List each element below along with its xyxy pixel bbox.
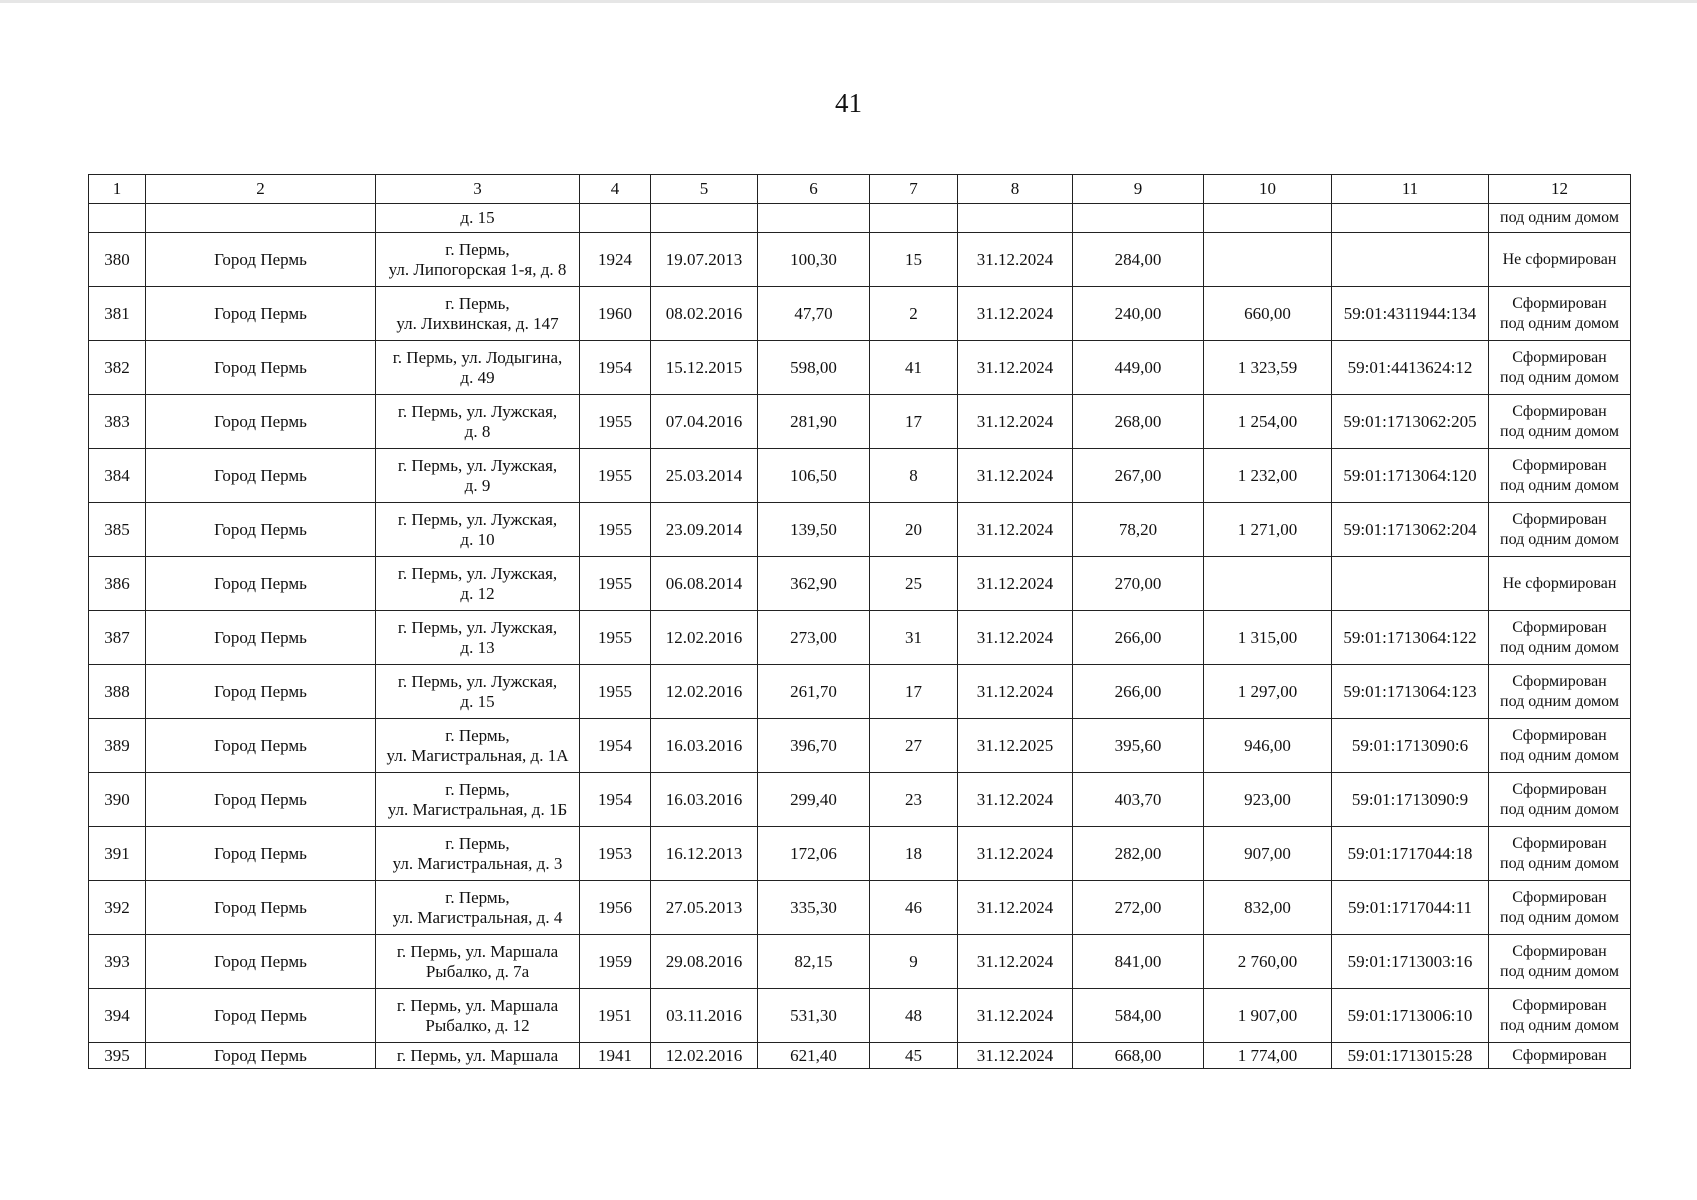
residents-cell: 27 <box>870 719 958 773</box>
cadastral-cell: 59:01:1713064:123 <box>1332 665 1489 719</box>
status-cell-line: под одним домом <box>1500 1016 1619 1034</box>
residents-cell: 17 <box>870 395 958 449</box>
deadline-cell: 31.12.2024 <box>958 341 1073 395</box>
column-number: 10 <box>1204 175 1332 204</box>
year-cell: 1955 <box>580 611 651 665</box>
address-cell-line: Рыбалко, д. 7а <box>425 961 530 981</box>
address-cell <box>376 989 580 1043</box>
table-row <box>89 881 1631 935</box>
table-row <box>89 287 1631 341</box>
year-cell: 1951 <box>580 989 651 1043</box>
year-cell: 1941 <box>580 1043 651 1069</box>
area-cell: 106,50 <box>758 449 870 503</box>
year-cell: 1955 <box>580 557 651 611</box>
column-number: 1 <box>89 175 146 204</box>
address-cell-line: г. Пермь, ул. Лужская, <box>397 563 558 583</box>
status-cell-line: Сформирован <box>1512 294 1607 312</box>
address-cell-line: Рыбалко, д. 12 <box>425 1015 530 1035</box>
status-cell-line: под одним домом <box>1500 530 1619 548</box>
address-cell-line: г. Пермь, <box>445 239 510 259</box>
cadastral-cell: 59:01:1713062:204 <box>1332 503 1489 557</box>
address-cell-line: ул. Магистральная, д. 1Б <box>387 799 568 819</box>
status-cell <box>1489 665 1631 719</box>
table-row <box>89 503 1631 557</box>
status-cell-line: Сформирован <box>1512 888 1607 906</box>
municipality-cell: Город Пермь <box>146 881 376 935</box>
table-row <box>89 557 1631 611</box>
cadastral-cell: 59:01:1713015:28 <box>1332 1043 1489 1069</box>
deadline-cell: 31.12.2024 <box>958 773 1073 827</box>
address-cell <box>376 341 580 395</box>
municipality-cell: Город Пермь <box>146 773 376 827</box>
area2-cell: 266,00 <box>1073 665 1204 719</box>
address-cell-line: ул. Лихвинская, д. 147 <box>396 313 559 333</box>
status-cell <box>1489 773 1631 827</box>
status-cell-line: Сформирован <box>1512 510 1607 528</box>
status-cell <box>1489 719 1631 773</box>
row-number: 389 <box>89 719 146 773</box>
year-cell: 1924 <box>580 233 651 287</box>
address-cell-line: г. Пермь, <box>445 293 510 313</box>
area-cell: 598,00 <box>758 341 870 395</box>
status-cell-line: под одним домом <box>1500 638 1619 656</box>
date-cell: 12.02.2016 <box>651 665 758 719</box>
address-cell <box>376 665 580 719</box>
address-cell <box>376 611 580 665</box>
area-cell: 172,06 <box>758 827 870 881</box>
land-area-cell: 1 907,00 <box>1204 989 1332 1043</box>
area2-cell: 267,00 <box>1073 449 1204 503</box>
address-cell <box>376 719 580 773</box>
area-cell: 531,30 <box>758 989 870 1043</box>
municipality-cell: Город Пермь <box>146 449 376 503</box>
address-cell <box>376 935 580 989</box>
status-cell-line: Сформирован <box>1512 942 1607 960</box>
column-number-row <box>89 175 1631 204</box>
address-cell-line: д. 10 <box>460 529 495 549</box>
address-cell <box>376 287 580 341</box>
area-cell: 362,90 <box>758 557 870 611</box>
municipality-cell: Город Пермь <box>146 719 376 773</box>
table-row <box>89 719 1631 773</box>
municipality-cell: Город Пермь <box>146 989 376 1043</box>
land-area-cell: 907,00 <box>1204 827 1332 881</box>
status-cell <box>1489 503 1631 557</box>
table-row <box>89 773 1631 827</box>
date-cell: 12.02.2016 <box>651 1043 758 1069</box>
deadline-cell: 31.12.2024 <box>958 881 1073 935</box>
row-number: 381 <box>89 287 146 341</box>
date-cell: 03.11.2016 <box>651 989 758 1043</box>
cadastral-cell: 59:01:1717044:18 <box>1332 827 1489 881</box>
cadastral-cell: 59:01:1713062:205 <box>1332 395 1489 449</box>
address-cell-line: г. Пермь, ул. Маршала <box>396 941 559 961</box>
deadline-cell: 31.12.2024 <box>958 233 1073 287</box>
area-cell: 47,70 <box>758 287 870 341</box>
date-cell: 16.12.2013 <box>651 827 758 881</box>
status-cell: Сформирован <box>1489 1043 1631 1069</box>
land-area-cell <box>1204 557 1332 611</box>
municipality-cell: Город Пермь <box>146 287 376 341</box>
deadline-cell: 31.12.2024 <box>958 665 1073 719</box>
area-cell: 396,70 <box>758 719 870 773</box>
area-cell: 100,30 <box>758 233 870 287</box>
table-row <box>89 395 1631 449</box>
land-area-cell: 1 323,59 <box>1204 341 1332 395</box>
address-cell-line: г. Пермь, ул. Лодыгина, <box>392 347 563 367</box>
year-cell: 1953 <box>580 827 651 881</box>
status-cell <box>1489 395 1631 449</box>
column-number: 9 <box>1073 175 1204 204</box>
land-area-cell: 1 315,00 <box>1204 611 1332 665</box>
table-row <box>89 1043 1631 1069</box>
status-cell-line: Сформирован <box>1512 780 1607 798</box>
residents-cell: 8 <box>870 449 958 503</box>
area2-cell: 282,00 <box>1073 827 1204 881</box>
residents-cell: 45 <box>870 1043 958 1069</box>
area-cell: 621,40 <box>758 1043 870 1069</box>
date-cell: 08.02.2016 <box>651 287 758 341</box>
row-number: 386 <box>89 557 146 611</box>
municipality-cell: Город Пермь <box>146 233 376 287</box>
residents-cell: 17 <box>870 665 958 719</box>
address-cell: г. Пермь, ул. Маршала <box>376 1043 580 1069</box>
municipality-cell: Город Пермь <box>146 557 376 611</box>
date-cell: 15.12.2015 <box>651 341 758 395</box>
date-cell: 25.03.2014 <box>651 449 758 503</box>
row-number: 394 <box>89 989 146 1043</box>
land-area-cell: 923,00 <box>1204 773 1332 827</box>
address-cell-line: д. 8 <box>464 421 491 441</box>
residents-cell: 18 <box>870 827 958 881</box>
status-cell <box>1489 935 1631 989</box>
status-cell-line: под одним домом <box>1500 368 1619 386</box>
deadline-cell: 31.12.2024 <box>958 557 1073 611</box>
residents-cell: 25 <box>870 557 958 611</box>
residents-cell: 46 <box>870 881 958 935</box>
deadline-cell: 31.12.2024 <box>958 827 1073 881</box>
table-row <box>89 233 1631 287</box>
year-cell: 1955 <box>580 503 651 557</box>
table-row <box>89 341 1631 395</box>
row-number: 392 <box>89 881 146 935</box>
status-cell-line: Сформирован <box>1512 618 1607 636</box>
area2-cell: 268,00 <box>1073 395 1204 449</box>
date-cell: 29.08.2016 <box>651 935 758 989</box>
column-number: 2 <box>146 175 376 204</box>
municipality-cell: Город Пермь <box>146 503 376 557</box>
address-cell-line: г. Пермь, <box>445 833 510 853</box>
status-cell-line: под одним домом <box>1500 314 1619 332</box>
area2-cell: 266,00 <box>1073 611 1204 665</box>
status-cell-line: под одним домом <box>1500 692 1619 710</box>
address-cell <box>376 503 580 557</box>
address-cell <box>376 827 580 881</box>
address-cell-line: г. Пермь, <box>445 779 510 799</box>
year-cell: 1954 <box>580 719 651 773</box>
cadastral-cell <box>1332 233 1489 287</box>
status-cell <box>1489 989 1631 1043</box>
status-cell-line: под одним домом <box>1500 746 1619 764</box>
status-cell <box>1489 827 1631 881</box>
area-cell: 299,40 <box>758 773 870 827</box>
status-cell <box>1489 341 1631 395</box>
deadline-cell: 31.12.2024 <box>958 935 1073 989</box>
land-area-cell: 946,00 <box>1204 719 1332 773</box>
status-cell-line: Сформирован <box>1512 726 1607 744</box>
status-cell-line: Сформирован <box>1512 996 1607 1014</box>
area2-cell: 584,00 <box>1073 989 1204 1043</box>
cadastral-cell: 59:01:1713006:10 <box>1332 989 1489 1043</box>
residents-cell: 2 <box>870 287 958 341</box>
land-area-cell: 1 232,00 <box>1204 449 1332 503</box>
cadastral-cell <box>1332 557 1489 611</box>
address-cell-line: г. Пермь, ул. Лужская, <box>397 455 558 475</box>
residents-cell: 20 <box>870 503 958 557</box>
municipality-cell: Город Пермь <box>146 935 376 989</box>
area-cell: 273,00 <box>758 611 870 665</box>
status-cell-line: Сформирован <box>1512 834 1607 852</box>
row-number: 391 <box>89 827 146 881</box>
area2-cell: 284,00 <box>1073 233 1204 287</box>
municipality-cell: Город Пермь <box>146 341 376 395</box>
status-cell-line: под одним домом <box>1500 476 1619 494</box>
deadline-cell: 31.12.2024 <box>958 989 1073 1043</box>
address-cell-line: д. 15 <box>460 691 495 711</box>
status-cell-line: Сформирован <box>1512 456 1607 474</box>
cadastral-cell: 59:01:1713090:9 <box>1332 773 1489 827</box>
year-cell: 1954 <box>580 773 651 827</box>
row-number: 390 <box>89 773 146 827</box>
address-cell <box>376 449 580 503</box>
area-cell: 139,50 <box>758 503 870 557</box>
table-row <box>89 665 1631 719</box>
address-cell-line: ул. Липогорская 1-я, д. 8 <box>388 259 567 279</box>
deadline-cell: 31.12.2024 <box>958 503 1073 557</box>
column-number: 8 <box>958 175 1073 204</box>
row-number: 385 <box>89 503 146 557</box>
date-cell: 27.05.2013 <box>651 881 758 935</box>
status-cell <box>1489 557 1631 611</box>
address-cell <box>376 773 580 827</box>
address-cell-line: г. Пермь, ул. Лужская, <box>397 401 558 421</box>
address-cell-line: г. Пермь, ул. Маршала <box>396 995 559 1015</box>
status-cell-line: Сформирован <box>1512 348 1607 366</box>
date-cell: 16.03.2016 <box>651 773 758 827</box>
status-cell-line: под одним домом <box>1500 800 1619 818</box>
row-number: 393 <box>89 935 146 989</box>
year-cell: 1955 <box>580 665 651 719</box>
status-cell <box>1489 287 1631 341</box>
status-cell-line: Сформирован <box>1512 672 1607 690</box>
area-cell: 281,90 <box>758 395 870 449</box>
date-cell: 12.02.2016 <box>651 611 758 665</box>
column-number: 11 <box>1332 175 1489 204</box>
row-number: 380 <box>89 233 146 287</box>
status-cell <box>1489 881 1631 935</box>
area2-cell: 270,00 <box>1073 557 1204 611</box>
row-number: 382 <box>89 341 146 395</box>
cadastral-cell: 59:01:1713090:6 <box>1332 719 1489 773</box>
date-cell: 07.04.2016 <box>651 395 758 449</box>
deadline-cell: 31.12.2024 <box>958 395 1073 449</box>
land-area-cell <box>1204 233 1332 287</box>
year-cell: 1954 <box>580 341 651 395</box>
municipality-cell: Город Пермь <box>146 1043 376 1069</box>
municipality-cell: Город Пермь <box>146 611 376 665</box>
area2-cell: 395,60 <box>1073 719 1204 773</box>
municipality-cell: Город Пермь <box>146 827 376 881</box>
area2-cell: 403,70 <box>1073 773 1204 827</box>
address-cell-line: г. Пермь, ул. Лужская, <box>397 671 558 691</box>
year-cell: 1959 <box>580 935 651 989</box>
municipality-cell: Город Пермь <box>146 665 376 719</box>
address-cell <box>376 395 580 449</box>
date-cell: 16.03.2016 <box>651 719 758 773</box>
address-cell-line: г. Пермь, <box>445 887 510 907</box>
cadastral-cell: 59:01:4311944:134 <box>1332 287 1489 341</box>
land-area-cell: 1 254,00 <box>1204 395 1332 449</box>
land-area-cell: 832,00 <box>1204 881 1332 935</box>
column-number: 12 <box>1489 175 1631 204</box>
table-row <box>89 611 1631 665</box>
column-number: 7 <box>870 175 958 204</box>
row-number: 384 <box>89 449 146 503</box>
address-cell-line: д. 13 <box>460 637 495 657</box>
status-cell-line: под одним домом <box>1500 854 1619 872</box>
row-number: 395 <box>89 1043 146 1069</box>
continuation-row <box>89 204 1631 233</box>
address-cell-line: ул. Магистральная, д. 4 <box>392 907 563 927</box>
status-cell-line: под одним домом <box>1500 422 1619 440</box>
year-cell: 1955 <box>580 449 651 503</box>
land-area-cell: 1 297,00 <box>1204 665 1332 719</box>
residents-cell: 48 <box>870 989 958 1043</box>
deadline-cell: 31.12.2024 <box>958 1043 1073 1069</box>
table-row <box>89 827 1631 881</box>
row-number: 388 <box>89 665 146 719</box>
cadastral-cell: 59:01:1713064:122 <box>1332 611 1489 665</box>
area2-cell: 78,20 <box>1073 503 1204 557</box>
address-cell-line: д. 12 <box>460 583 495 603</box>
residents-cell: 15 <box>870 233 958 287</box>
column-number: 6 <box>758 175 870 204</box>
year-cell: 1960 <box>580 287 651 341</box>
address-cell-line: ул. Магистральная, д. 3 <box>392 853 563 873</box>
address-cell-line: д. 9 <box>464 475 491 495</box>
residents-cell: 41 <box>870 341 958 395</box>
address-cell <box>376 557 580 611</box>
address-cell <box>376 233 580 287</box>
row-number: 387 <box>89 611 146 665</box>
page-number: 41 <box>835 88 862 118</box>
date-cell: 19.07.2013 <box>651 233 758 287</box>
area2-cell: 668,00 <box>1073 1043 1204 1069</box>
land-area-cell: 660,00 <box>1204 287 1332 341</box>
cadastral-cell: 59:01:1713003:16 <box>1332 935 1489 989</box>
area2-cell: 841,00 <box>1073 935 1204 989</box>
area-cell: 261,70 <box>758 665 870 719</box>
deadline-cell: 31.12.2025 <box>958 719 1073 773</box>
column-number: 5 <box>651 175 758 204</box>
cadastral-cell: 59:01:1713064:120 <box>1332 449 1489 503</box>
status-cell-line: Сформирован <box>1512 402 1607 420</box>
address-cell-line: д. 49 <box>460 367 495 387</box>
year-cell: 1955 <box>580 395 651 449</box>
table-row <box>89 989 1631 1043</box>
date-cell: 06.08.2014 <box>651 557 758 611</box>
status-cell <box>1489 611 1631 665</box>
area2-cell: 272,00 <box>1073 881 1204 935</box>
status-cell-line: под одним домом <box>1500 962 1619 980</box>
cadastral-cell: 59:01:4413624:12 <box>1332 341 1489 395</box>
area-cell: 335,30 <box>758 881 870 935</box>
status-cell-line: под одним домом <box>1500 908 1619 926</box>
deadline-cell: 31.12.2024 <box>958 449 1073 503</box>
table-row <box>89 449 1631 503</box>
address-cell-line: г. Пермь, <box>445 725 510 745</box>
area2-cell: 449,00 <box>1073 341 1204 395</box>
cadastral-cell: 59:01:1717044:11 <box>1332 881 1489 935</box>
area-cell: 82,15 <box>758 935 870 989</box>
scan-edge <box>0 0 1697 3</box>
status-cell: под одним домом <box>1489 204 1631 233</box>
register-table <box>88 174 1631 1069</box>
address-cell: д. 15 <box>376 204 580 233</box>
land-area-cell: 1 271,00 <box>1204 503 1332 557</box>
land-area-cell: 2 760,00 <box>1204 935 1332 989</box>
address-cell-line: г. Пермь, ул. Лужская, <box>397 509 558 529</box>
column-number: 3 <box>376 175 580 204</box>
status-cell <box>1489 233 1631 287</box>
residents-cell: 9 <box>870 935 958 989</box>
row-number: 383 <box>89 395 146 449</box>
municipality-cell: Город Пермь <box>146 395 376 449</box>
land-area-cell: 1 774,00 <box>1204 1043 1332 1069</box>
address-cell-line: ул. Магистральная, д. 1А <box>386 745 569 765</box>
status-cell-line: Не сформирован <box>1502 574 1617 592</box>
address-cell <box>376 881 580 935</box>
year-cell: 1956 <box>580 881 651 935</box>
residents-cell: 31 <box>870 611 958 665</box>
status-cell <box>1489 449 1631 503</box>
status-cell-line: Не сформирован <box>1502 250 1617 268</box>
residents-cell: 23 <box>870 773 958 827</box>
date-cell: 23.09.2014 <box>651 503 758 557</box>
table-row <box>89 935 1631 989</box>
address-cell-line: г. Пермь, ул. Лужская, <box>397 617 558 637</box>
deadline-cell: 31.12.2024 <box>958 287 1073 341</box>
area2-cell: 240,00 <box>1073 287 1204 341</box>
column-number: 4 <box>580 175 651 204</box>
deadline-cell: 31.12.2024 <box>958 611 1073 665</box>
